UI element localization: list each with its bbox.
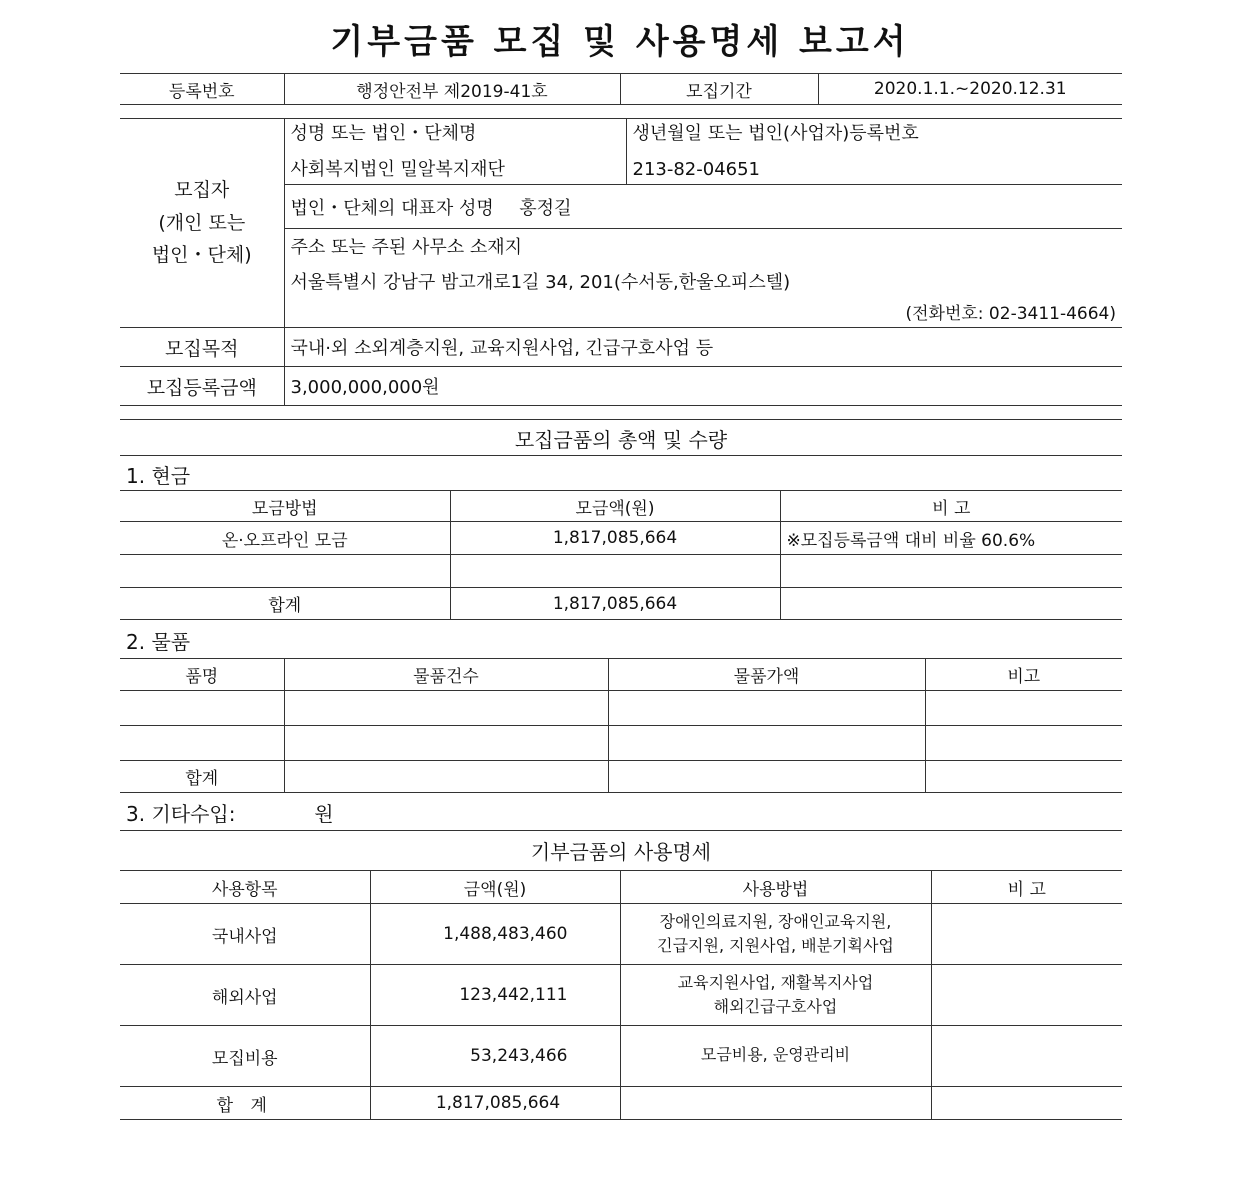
cash-row-method: 온·오프라인 모금 <box>120 522 450 555</box>
empty-cell <box>608 761 925 793</box>
table-row <box>120 726 1122 761</box>
table-row <box>120 761 1122 793</box>
empty-cell <box>620 1087 931 1120</box>
table-row <box>120 904 1122 965</box>
name-value: 사회복지법인 밀알복지재단 <box>290 158 505 180</box>
address-value: 서울특별시 강남구 밤고개로1길 34, 201(수서동,한울오피스텔) <box>290 272 791 294</box>
cash-header-note: 비 고 <box>780 491 1122 522</box>
usage-item: 모집비용 <box>120 1026 370 1087</box>
empty-cell <box>284 726 608 761</box>
goods-header-count: 물품건수 <box>284 659 608 691</box>
usage-header-note: 비 고 <box>931 871 1122 904</box>
usage-header-item: 사용항목 <box>120 871 370 904</box>
reg-amount-label: 모집등록금액 <box>120 367 284 406</box>
usage-method <box>620 965 931 1026</box>
name-label: 성명 또는 법인・단체명 <box>290 123 477 145</box>
regno-cell <box>626 119 1122 185</box>
purpose-table <box>120 327 1122 406</box>
cash-total-note <box>780 588 1122 620</box>
collector-label-line3: 법인・단체) <box>151 244 252 267</box>
divider <box>120 104 1122 105</box>
cash-row-note: ※모집등록금액 대비 비율 60.6% <box>780 522 1122 555</box>
usage-note <box>931 965 1122 1026</box>
table-row <box>120 555 1122 588</box>
cash-header-amount: 모금액(원) <box>450 491 780 522</box>
usage-method-line2: 해외긴급구호사업 <box>713 997 838 1016</box>
regno-label: 생년월일 또는 법인(사업자)등록번호 <box>632 123 919 145</box>
collector-label <box>120 119 284 328</box>
empty-cell <box>925 761 1122 793</box>
address-label: 주소 또는 주된 사무소 소재지 <box>290 237 523 258</box>
collector-table <box>120 118 1122 328</box>
goods-header-note: 비고 <box>925 659 1122 691</box>
purpose-label: 모집목적 <box>120 328 284 367</box>
usage-note <box>931 904 1122 965</box>
table-row <box>120 691 1122 726</box>
usage-method <box>620 904 931 965</box>
cash-row-method <box>120 555 450 588</box>
empty-cell <box>925 726 1122 761</box>
totals-title: 모집금품의 총액 및 수량 <box>514 428 728 452</box>
table-row <box>120 965 1122 1026</box>
registration-label: 등록번호 <box>120 74 284 105</box>
purpose-value: 국내·외 소외계층지원, 교육지원사업, 긴급구호사업 등 <box>284 328 1122 367</box>
usage-item: 국내사업 <box>120 904 370 965</box>
phone-number: (전화번호: 02-3411-4664) <box>905 304 1116 325</box>
table-row <box>120 588 1122 620</box>
cash-row-amount <box>450 555 780 588</box>
goods-header-name: 품명 <box>120 659 284 691</box>
usage-title: 기부금품의 사용명세 <box>530 840 712 864</box>
usage-total-label: 합 계 <box>120 1087 370 1120</box>
empty-cell <box>120 691 284 726</box>
period-label: 모집기간 <box>620 74 818 105</box>
address-cell <box>284 229 1122 328</box>
collector-label-line1: 모집자 <box>174 179 230 202</box>
collector-label-line2: (개인 또는 <box>158 211 246 234</box>
name-cell <box>284 119 626 185</box>
empty-cell <box>608 691 925 726</box>
cash-total-amount: 1,817,085,664 <box>450 588 780 620</box>
other-income-unit: 원 <box>314 802 334 826</box>
divider <box>120 830 1122 831</box>
divider <box>120 455 1122 456</box>
usage-note <box>931 1026 1122 1087</box>
table-row <box>120 1087 1122 1120</box>
usage-total-amount: 1,817,085,664 <box>370 1087 620 1120</box>
goods-total-label: 합계 <box>120 761 284 793</box>
usage-amount: 1,488,483,460 <box>370 904 620 965</box>
regno-value: 213-82-04651 <box>632 158 761 180</box>
registration-table <box>120 73 1122 105</box>
usage-method <box>620 1026 931 1087</box>
usage-table <box>120 870 1122 1120</box>
usage-header-amount: 금액(원) <box>370 871 620 904</box>
cash-row-amount: 1,817,085,664 <box>450 522 780 555</box>
goods-table <box>120 658 1122 793</box>
cash-total-label: 합계 <box>120 588 450 620</box>
usage-item: 해외사업 <box>120 965 370 1026</box>
page-title: 기부금품 모집 및 사용명세 보고서 <box>330 22 910 62</box>
table-row <box>120 522 1122 555</box>
usage-method-line1: 장애인의료지원, 장애인교육지원, <box>659 912 892 931</box>
usage-amount: 123,442,111 <box>370 965 620 1026</box>
cash-header-method: 모금방법 <box>120 491 450 522</box>
table-row <box>120 1026 1122 1087</box>
goods-heading: 2. 물품 <box>126 630 191 654</box>
goods-header-value: 물품가액 <box>608 659 925 691</box>
cash-heading: 1. 현금 <box>126 464 191 488</box>
empty-cell <box>284 761 608 793</box>
divider <box>120 419 1122 420</box>
usage-header-method: 사용방법 <box>620 871 931 904</box>
other-income <box>126 798 334 827</box>
reg-amount-value: 3,000,000,000원 <box>284 367 1122 406</box>
empty-cell <box>120 726 284 761</box>
usage-method-line1: 교육지원사업, 재활복지사업 <box>677 973 874 992</box>
usage-method-line1: 모금비용, 운영관리비 <box>700 1045 851 1064</box>
period-value: 2020.1.1.~2020.12.31 <box>818 74 1122 105</box>
cash-row-note <box>780 555 1122 588</box>
empty-cell <box>925 691 1122 726</box>
usage-amount: 53,243,466 <box>370 1026 620 1087</box>
empty-cell <box>608 726 925 761</box>
other-income-label: 3. 기타수입: <box>126 802 236 826</box>
usage-method-line2: 긴급지원, 지원사업, 배분기획사업 <box>657 936 894 955</box>
empty-cell <box>284 691 608 726</box>
empty-cell <box>931 1087 1122 1120</box>
cash-table <box>120 490 1122 620</box>
representative-value: 홍정길 <box>519 197 572 219</box>
representative-label: 법인・단체의 대표자 성명 <box>290 197 494 219</box>
registration-value: 행정안전부 제2019-41호 <box>284 74 620 105</box>
representative-cell <box>284 185 1122 229</box>
